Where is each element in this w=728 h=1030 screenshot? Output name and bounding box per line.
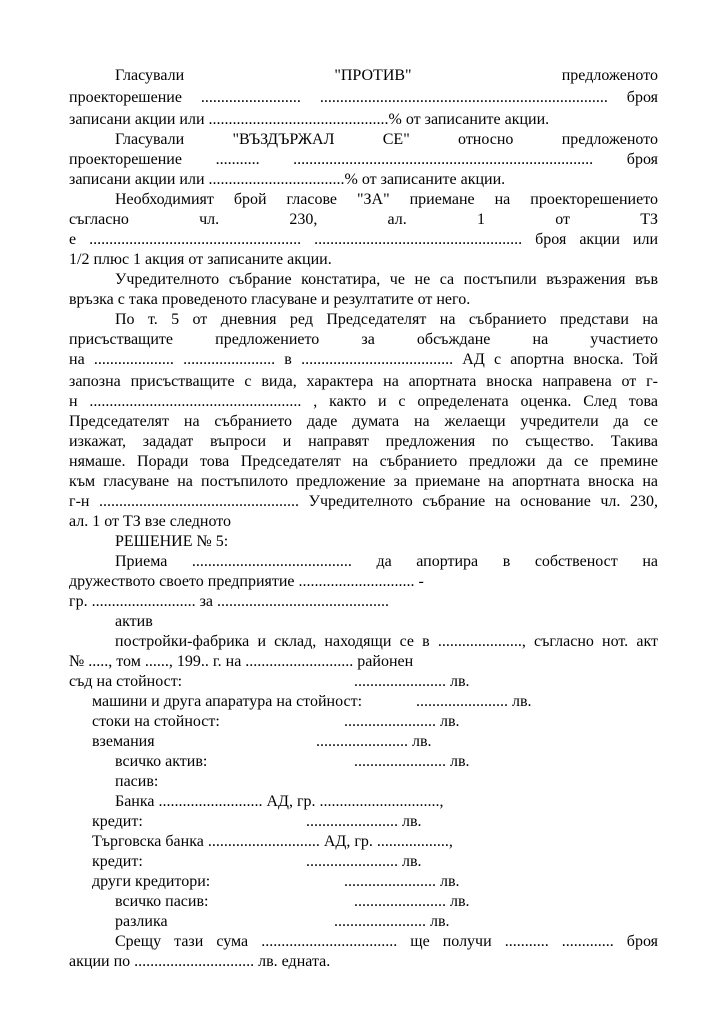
text-line: проекторешение ........... ........................................................................... броя (69, 151, 658, 168)
text-line: Необходимият брой гласове "ЗА" приемане на проекторешението (115, 191, 658, 208)
item-label: съд на стойност: (69, 673, 183, 690)
text-line: запозна присъстващите с вида, характера на апортната вноска направена от г- (69, 373, 658, 390)
text-line: Гласували "ВЪЗДЪРЖАЛ СЕ" относно предложеното (115, 131, 658, 148)
text-line: Банка .......................... АД, гр. .............................., (115, 793, 444, 810)
text-line: Търговска банка ............................ АД, гр. .................., (92, 833, 453, 850)
liabilities-heading: пасив: (115, 773, 159, 790)
item-value: ....................... лв. (306, 813, 422, 830)
item-label: машини и друга апаратура на стойност: (92, 693, 363, 710)
text-line: г-н .................................................. Учредителното събрание на основание чл. 230, (69, 493, 658, 510)
text-line: присъстващите предложението за обсъждане на участието (69, 331, 658, 348)
resolution-heading: РЕШЕНИЕ № 5: (115, 533, 229, 550)
item-label: кредит: (92, 813, 143, 830)
item-label: други кредитори: (92, 873, 211, 890)
item-label: разлика (115, 913, 168, 930)
item-value: ....................... лв. (344, 713, 460, 730)
text-line: записани акции или ..................................% от записаните акции. (69, 171, 506, 188)
text-line: проекторешение ......................... ........................................................................ броя (69, 89, 658, 106)
text-line: Срещу тази сума .................................. ще получи ........... ............. броя (115, 933, 658, 950)
text-line: Приема ........................................ да апортира в собственост на (115, 553, 658, 570)
item-value: ....................... лв. (354, 673, 470, 690)
item-value: ....................... лв. (354, 893, 470, 910)
text-line: гр. .......................... за ........................................... (69, 593, 389, 610)
text-line: н ..................................................... , както и с определената оценка. След това (69, 393, 658, 410)
text-line: № ....., том ......, 199.. г. на ........................... районен (69, 653, 414, 670)
text-line: Учредителното събрание констатира, че не са постъпили възражения във (115, 271, 658, 288)
item-value: ....................... лв. (316, 733, 432, 750)
text-line: съгласно чл. 230, ал. 1 от ТЗ (69, 211, 658, 228)
text-line: към гласуване на постъпилото предложение за приемане на апортната вноска на (69, 473, 658, 490)
text-line: 1/2 плюс 1 акция от записаните акции. (69, 251, 332, 268)
text-line: нямаше. Поради това Председателят на събранието предложи да се премине (69, 453, 658, 470)
item-value: ....................... лв. (344, 873, 460, 890)
text-line: акции по .............................. лв. едната. (69, 953, 331, 970)
text-line: По т. 5 от дневния ред Председателят на събранието представи на (115, 311, 658, 328)
item-label: всичко актив: (115, 753, 208, 770)
text-line: записани акции или .............................................% от записаните акции. (69, 111, 550, 128)
text-line: постройки-фабрика и склад, находящи се в ....................., съгласно нот. акт (115, 633, 658, 650)
item-value: ....................... лв. (306, 853, 422, 870)
text-line: ал. 1 от ТЗ взе следното (69, 513, 232, 530)
text-line: изкажат, зададат въпроси и направят предложения по същество. Такива (69, 433, 658, 450)
text-line: Председателят на събранието даде думата на желаещи учредители да се (69, 413, 658, 430)
assets-heading: актив (115, 613, 153, 630)
item-value: ....................... лв. (334, 913, 450, 930)
text-line: връзка с така проведеното гласуване и резултатите от него. (69, 291, 471, 308)
item-label: вземания (92, 733, 155, 750)
item-label: кредит: (92, 853, 143, 870)
item-label: стоки на стойност: (92, 713, 220, 730)
text-line: на .................... ....................... в ...................................... АД с апортна вноска. Той (69, 351, 658, 368)
item-value: ....................... лв. (416, 693, 532, 710)
text-line: е ..................................................... .................................................... броя акции или (69, 231, 658, 248)
text-line: Гласували "ПРОТИВ" предложеното (115, 67, 658, 84)
item-label: всичко пасив: (115, 893, 209, 910)
text-line: дружеството своето предприятие ............................. - (69, 573, 424, 590)
item-value: ....................... лв. (354, 753, 470, 770)
